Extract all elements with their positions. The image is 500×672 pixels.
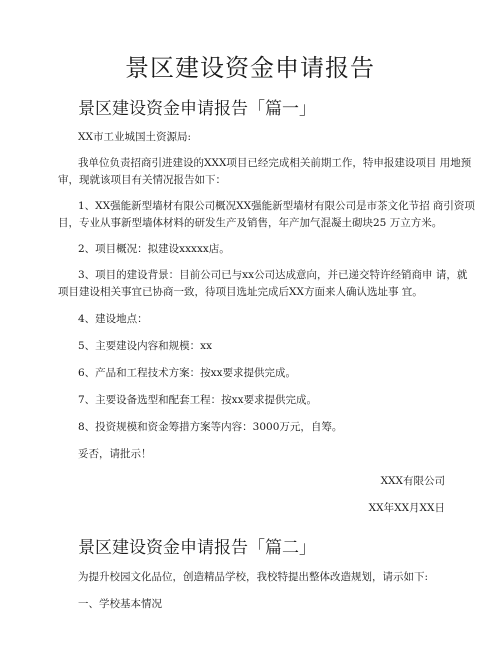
item-1-line-1: 1、XX强能新型墙材有限公司概况XX强能新型墙材有限公司是市茶文化节招 商引资项 [78,200,475,212]
date-line: XX年XX月XX日 [368,502,445,514]
section-heading-1: 景区建设资金申请报告「篇一」 [78,99,316,119]
intro-line-1: 我单位负责招商引进建设的XXX项目已经完成相关前期工作，特申报建设项目 用地预 [78,157,472,169]
item-3-line-2: 项目建设相关事宜已协商一致，待项目选址完成后XX方面来人确认选址事 宜。 [58,286,423,298]
item-7: 7、主要设备选型和配套工程：按xx要求提供完成。 [78,394,318,406]
item-3-line-1: 3、项目的建设背景：目前公司已与xx公司达成意向，并已递交特许经销商申 请，就 [78,269,468,281]
item-1-line-2: 目，专业从事新型墙体材料的研发生产及销售，年产加气混凝土砌块25 万立方米。 [58,217,443,229]
item-6: 6、产品和工程技术方案：按xx要求提供完成。 [78,367,297,379]
signature: XXX有限公司 [380,475,445,487]
section-heading-2: 景区建设资金申请报告「篇二」 [78,538,316,558]
item-8: 8、投资规模和资金筹措方案等内容：3000万元，自筹。 [78,421,343,433]
closing-line: 妥否，请批示！ [78,448,152,460]
section-2-intro: 为提升校园文化品位，创造精品学校，我校特提出整体改造规划，请示如下: [78,571,429,583]
section-2-subheading: 一、学校基本情况 [78,598,162,610]
intro-line-2: 审，现就该项目有关情况报告如下： [58,174,226,186]
addressee: XX市工业城国土资源局: [78,131,191,143]
document-title: 景区建设资金申请报告 [125,54,375,82]
item-4: 4、建设地点： [78,313,148,325]
item-2: 2、项目概况：拟建设xxxxx店。 [78,243,230,255]
item-5: 5、主要建设内容和规模：xx [78,340,213,352]
